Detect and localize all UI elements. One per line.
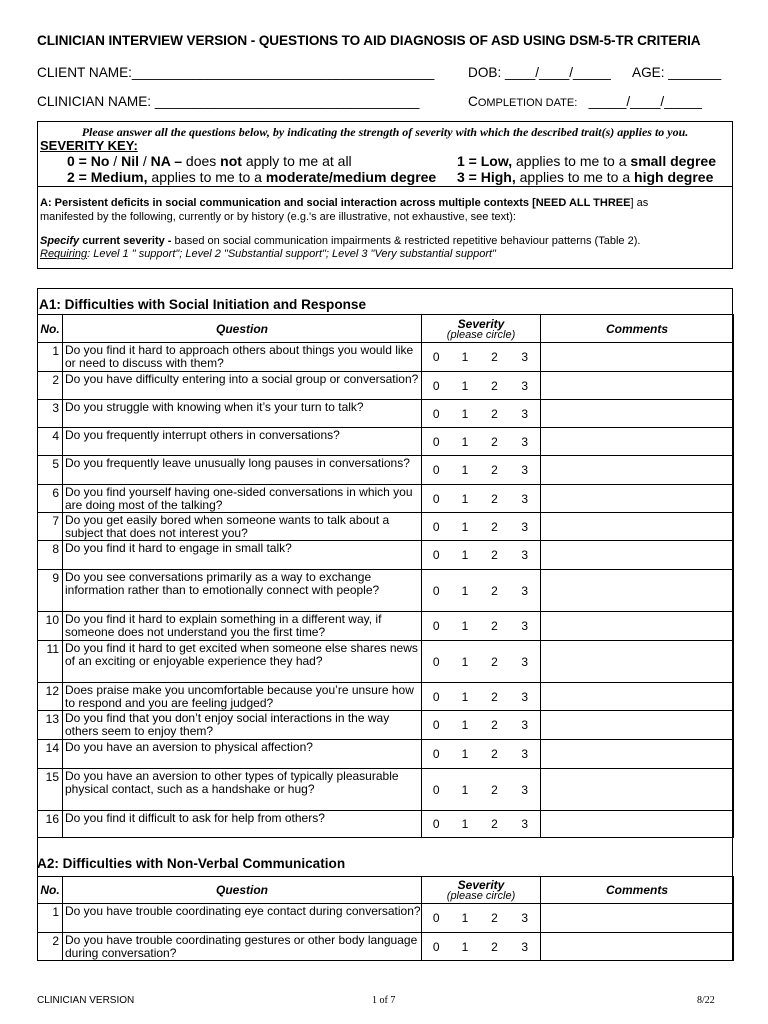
question-row (38, 513, 734, 541)
severity-option-3[interactable]: 3 (510, 683, 541, 711)
question-text: Do you struggle with knowing when it’s your turn to talk? (63, 400, 422, 428)
question-number: 1 (38, 904, 63, 933)
severity-option-1[interactable]: 1 (451, 456, 480, 485)
severity-option-3[interactable]: 3 (510, 513, 541, 541)
severity-option-2[interactable]: 2 (480, 904, 510, 933)
question-text: Do you frequently leave unusually long pauses in conversations? (63, 456, 422, 485)
question-row (38, 541, 734, 570)
k0-nil: Nil (121, 153, 139, 169)
question-text: Do you see conversations primarily as a way to exchange information rather than to emotionally connect with people? (63, 570, 422, 612)
severity-option-3[interactable]: 3 (510, 541, 541, 570)
please-circle-label: (please circle) (446, 890, 516, 902)
severity-option-1[interactable]: 1 (451, 904, 480, 933)
question-text: Do you have an aversion to physical affection? (63, 740, 422, 769)
question-number: 3 (38, 400, 63, 428)
severity-option-0[interactable]: 0 (422, 456, 451, 485)
severity-option-2[interactable]: 2 (480, 485, 510, 513)
col-header-no: No. (38, 877, 63, 904)
k1-bold: small degree (630, 153, 717, 169)
question-row (38, 711, 734, 740)
severity-option-0[interactable]: 0 (422, 541, 451, 570)
severity-option-3[interactable]: 3 (510, 769, 541, 811)
question-row (38, 769, 734, 811)
severity-option-3[interactable]: 3 (510, 711, 541, 740)
severity-option-3[interactable]: 3 (510, 641, 541, 683)
k3-pre: 3 = High, (457, 169, 516, 185)
severity-option-1[interactable]: 1 (451, 541, 480, 570)
severity-option-0[interactable]: 0 (422, 683, 451, 711)
crit-close: ] as (630, 197, 649, 209)
question-number: 10 (38, 612, 63, 641)
comments-cell[interactable] (541, 740, 734, 769)
question-number: 9 (38, 570, 63, 612)
question-number: 2 (38, 372, 63, 400)
comments-cell[interactable] (541, 641, 734, 683)
age-field[interactable]: AGE: _______ (632, 65, 722, 80)
severity-option-0[interactable]: 0 (422, 485, 451, 513)
severity-key-2 (67, 169, 436, 185)
question-text: Do you find it hard to approach others about things you would like or need to discuss with them? (63, 343, 422, 372)
severity-option-1[interactable]: 1 (451, 933, 480, 961)
k0-not: not (220, 153, 242, 169)
severity-option-3[interactable]: 3 (510, 933, 541, 961)
severity-option-0[interactable]: 0 (422, 612, 451, 641)
req-rest: : Level 1 " support"; Level 2 "Substantial support"; Level 3 "Very substantial support" (87, 248, 496, 260)
severity-option-2[interactable]: 2 (480, 641, 510, 683)
question-row (38, 372, 734, 400)
comments-cell[interactable] (541, 513, 734, 541)
question-number: 1 (38, 343, 63, 372)
client-name-field[interactable]: CLIENT NAME:________________________________________ (37, 65, 435, 80)
question-row (38, 485, 734, 513)
severity-option-2[interactable]: 2 (480, 740, 510, 769)
k3-bold: high degree (634, 169, 714, 185)
severity-option-3[interactable]: 3 (510, 485, 541, 513)
question-text: Do you have difficulty entering into a social group or conversation? (63, 372, 422, 400)
comments-cell[interactable] (541, 711, 734, 740)
question-text: Does praise make you uncomfortable because you’re unsure how to respond and you are feeling judged? (63, 683, 422, 711)
comments-cell[interactable] (541, 904, 734, 933)
severity-label: Severity (457, 878, 505, 892)
severity-option-2[interactable]: 2 (480, 811, 510, 838)
question-text: Do you have an aversion to other types of typically pleasurable physical contact, such as a handshake or hug? (63, 769, 422, 811)
severity-option-3[interactable]: 3 (510, 456, 541, 485)
question-row (38, 570, 734, 612)
dob-field[interactable]: DOB: ____/____/_____ (468, 65, 611, 80)
question-number: 4 (38, 428, 63, 456)
comments-cell[interactable] (541, 769, 734, 811)
col-header-question: Question (63, 877, 422, 904)
severity-option-3[interactable]: 3 (510, 428, 541, 456)
severity-option-0[interactable]: 0 (422, 641, 451, 683)
question-row (38, 400, 734, 428)
comments-cell[interactable] (541, 570, 734, 612)
k2-mid: applies to me to a (147, 169, 266, 185)
severity-option-2[interactable]: 2 (480, 570, 510, 612)
severity-option-0[interactable]: 0 (422, 400, 451, 428)
question-row (38, 641, 734, 683)
question-number: 11 (38, 641, 63, 683)
page-title: CLINICIAN INTERVIEW VERSION - QUESTIONS TO AID DIAGNOSIS OF ASD USING DSM-5-TR CRITERIA (37, 33, 701, 48)
severity-option-0[interactable]: 0 (422, 811, 451, 838)
req-word: Requiring (40, 248, 88, 260)
clinician-name-field[interactable]: CLINICIAN NAME: ___________________________________ (37, 94, 420, 109)
severity-option-3[interactable]: 3 (510, 570, 541, 612)
col-header-comments: Comments (541, 315, 734, 343)
comments-cell[interactable] (541, 456, 734, 485)
k0-slash1: / (109, 153, 122, 169)
severity-option-1[interactable]: 1 (451, 641, 480, 683)
severity-option-2[interactable]: 2 (480, 769, 510, 811)
comments-cell[interactable] (541, 933, 734, 961)
severity-option-2[interactable]: 2 (480, 400, 510, 428)
question-text: Do you find that you don’t enjoy social interactions in the way others seem to enjoy them? (63, 711, 422, 740)
severity-option-3[interactable]: 3 (510, 811, 541, 838)
question-text: Do you frequently interrupt others in conversations? (63, 428, 422, 456)
severity-option-0[interactable]: 0 (422, 513, 451, 541)
severity-option-0[interactable]: 0 (422, 769, 451, 811)
question-number: 7 (38, 513, 63, 541)
section-a1-heading: A1: Difficulties with Social Initiation and Response (39, 297, 367, 312)
severity-option-3[interactable]: 3 (510, 343, 541, 372)
question-number: 8 (38, 541, 63, 570)
crit-bold: A: Persistent deficits in social communication and social interaction across multiple contexts [NEED ALL THREE (40, 197, 631, 209)
severity-option-1[interactable]: 1 (451, 372, 480, 400)
severity-option-2[interactable]: 2 (480, 428, 510, 456)
question-number: 14 (38, 740, 63, 769)
col-header-severity (422, 315, 541, 343)
question-number: 12 (38, 683, 63, 711)
col-header-severity (422, 877, 541, 904)
severity-option-1[interactable]: 1 (451, 769, 480, 811)
k1-mid: applies to me to a (512, 153, 631, 169)
question-row (38, 740, 734, 769)
severity-option-1[interactable]: 1 (451, 513, 480, 541)
k2-pre: 2 = Medium, (67, 169, 148, 185)
question-row (38, 933, 734, 961)
severity-option-2[interactable]: 2 (480, 541, 510, 570)
question-row (38, 904, 734, 933)
severity-option-2[interactable]: 2 (480, 372, 510, 400)
please-circle-label: (please circle) (446, 328, 516, 341)
severity-option-2[interactable]: 2 (480, 711, 510, 740)
severity-option-2[interactable]: 2 (480, 513, 510, 541)
severity-option-0[interactable]: 0 (422, 904, 451, 933)
spec-rest: based on social communication impairments & restricted repetitive behaviour patterns (Table 2). (171, 235, 641, 247)
severity-option-0[interactable]: 0 (422, 570, 451, 612)
question-text: Do you have trouble coordinating gestures or other body language during conversation? (63, 933, 422, 961)
severity-option-0[interactable]: 0 (422, 343, 451, 372)
completion-date-label: OMPLETION DATE: (477, 97, 578, 109)
question-text: Do you have trouble coordinating eye contact during conversation? (63, 904, 422, 933)
severity-option-1[interactable]: 1 (451, 343, 480, 372)
severity-option-3[interactable]: 3 (510, 372, 541, 400)
severity-option-1[interactable]: 1 (451, 683, 480, 711)
question-row (38, 683, 734, 711)
severity-option-1[interactable]: 1 (451, 612, 480, 641)
k0-na: NA – (150, 153, 183, 169)
question-number: 15 (38, 769, 63, 811)
k3-mid: applies to me to a (515, 169, 635, 185)
severity-key-3 (457, 169, 713, 185)
question-text: Do you find it hard to engage in small talk? (63, 541, 422, 570)
k2-bold: moderate/medium degree (265, 169, 437, 185)
criterion-a-text (40, 196, 728, 224)
completion-date-initial: C (468, 94, 478, 109)
footer-page-number: 1 of 7 (372, 995, 396, 1006)
completion-date-blank: _____/____/_____ (588, 94, 702, 109)
section-a2-heading: A2: Difficulties with Non-Verbal Communication (37, 856, 346, 871)
severity-option-0[interactable]: 0 (422, 428, 451, 456)
question-text: Do you get easily bored when someone wants to talk about a subject that does not interest you? (63, 513, 422, 541)
instructions-box (37, 121, 733, 269)
severity-option-0[interactable]: 0 (422, 740, 451, 769)
severity-key-0 (67, 153, 352, 169)
severity-option-2[interactable]: 2 (480, 683, 510, 711)
severity-option-1[interactable]: 1 (451, 811, 480, 838)
severity-option-0[interactable]: 0 (422, 711, 451, 740)
k0-pre: 0 = No (67, 153, 110, 169)
section-a1-table (37, 314, 734, 838)
question-text: Do you find it hard to get excited when someone else shares news of an exciting or enjoyable experience they had? (63, 641, 422, 683)
severity-option-2[interactable]: 2 (480, 933, 510, 961)
severity-option-1[interactable]: 1 (451, 400, 480, 428)
k0-slash2: / (138, 153, 151, 169)
severity-option-3[interactable]: 3 (510, 612, 541, 641)
comments-cell[interactable] (541, 612, 734, 641)
question-row (38, 343, 734, 372)
severity-option-1[interactable]: 1 (451, 485, 480, 513)
severity-option-0[interactable]: 0 (422, 372, 451, 400)
specify-severity-text (40, 235, 728, 261)
severity-option-3[interactable]: 3 (510, 904, 541, 933)
k0-does: does (182, 153, 221, 169)
k1-pre: 1 = Low, (457, 153, 513, 169)
instructions-divider (38, 186, 732, 187)
question-number: 13 (38, 711, 63, 740)
spec-word: Specify (40, 235, 80, 247)
severity-option-2[interactable]: 2 (480, 343, 510, 372)
severity-option-1[interactable]: 1 (451, 570, 480, 612)
question-row (38, 456, 734, 485)
severity-option-1[interactable]: 1 (451, 740, 480, 769)
col-header-comments: Comments (541, 877, 734, 904)
question-row (38, 612, 734, 641)
comments-cell[interactable] (541, 428, 734, 456)
question-number: 16 (38, 811, 63, 838)
severity-option-3[interactable]: 3 (510, 400, 541, 428)
col-header-question: Question (63, 315, 422, 343)
crit-line2: manifested by the following, currently or by history (e.g.'s are illustrative, not exhaustive, see text): (40, 211, 516, 223)
severity-option-1[interactable]: 1 (451, 428, 480, 456)
severity-key-label: SEVERITY KEY: (40, 138, 138, 153)
comments-cell[interactable] (541, 400, 734, 428)
severity-key-1 (457, 153, 716, 169)
comments-cell[interactable] (541, 485, 734, 513)
comments-cell[interactable] (541, 372, 734, 400)
completion-date-field[interactable] (468, 94, 702, 109)
comments-cell[interactable] (541, 811, 734, 838)
severity-option-2[interactable]: 2 (480, 612, 510, 641)
col-header-no: No. (38, 315, 63, 343)
question-number: 2 (38, 933, 63, 961)
section-a2-table (37, 876, 734, 961)
footer-version: CLINICIAN VERSION (37, 995, 135, 1006)
severity-label: Severity (457, 316, 505, 331)
question-number: 6 (38, 485, 63, 513)
spec-bold: current severity - (79, 235, 172, 247)
comments-cell[interactable] (541, 541, 734, 570)
instructions-text: Please answer all the questions below, by indicating the strength of severity with which the described trait(s) applies to you. (81, 125, 689, 139)
severity-option-2[interactable]: 2 (480, 456, 510, 485)
question-text: Do you find yourself having one-sided conversations in which you are doing most of the talking? (63, 485, 422, 513)
question-row (38, 811, 734, 838)
comments-cell[interactable] (541, 343, 734, 372)
severity-option-3[interactable]: 3 (510, 740, 541, 769)
footer-date: 8/22 (697, 995, 715, 1006)
question-number: 5 (38, 456, 63, 485)
question-text: Do you find it hard to explain something in a different way, if someone does not understand you the first time? (63, 612, 422, 641)
question-text: Do you find it difficult to ask for help from others? (63, 811, 422, 838)
severity-option-1[interactable]: 1 (451, 711, 480, 740)
comments-cell[interactable] (541, 683, 734, 711)
k0-post: apply to me at all (241, 153, 352, 169)
severity-option-0[interactable]: 0 (422, 933, 451, 961)
question-row (38, 428, 734, 456)
